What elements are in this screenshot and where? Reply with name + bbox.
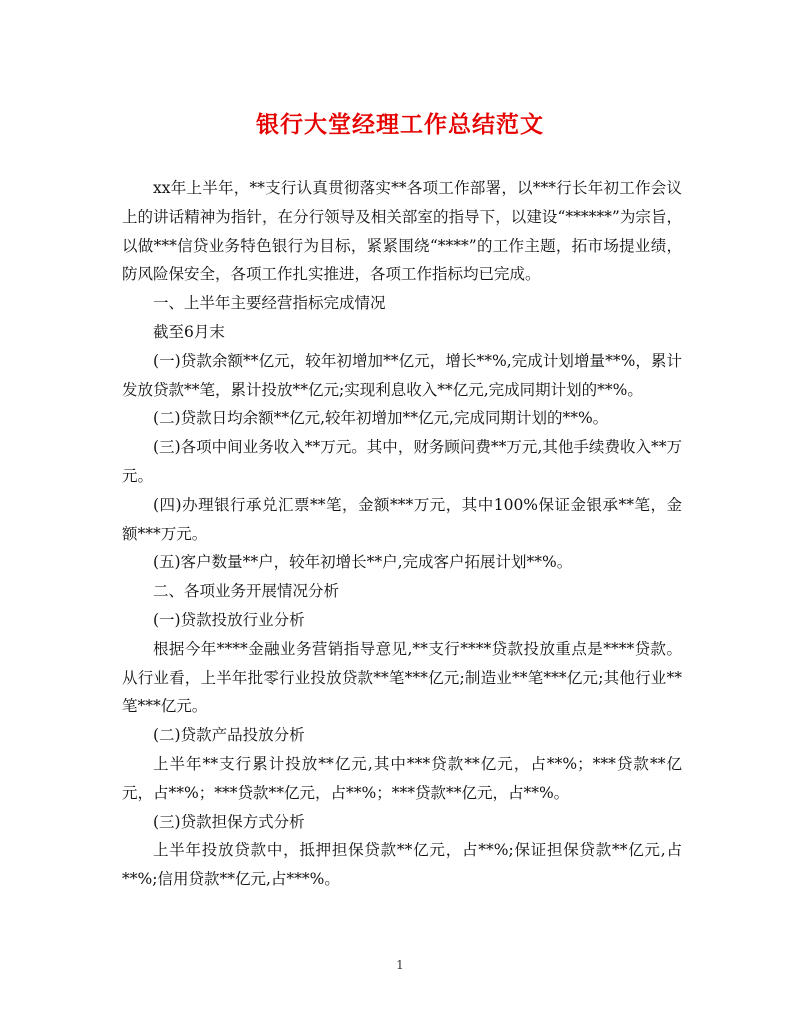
paragraph-industry: 根据今年****金融业务营销指导意见,**支行****贷款投放重点是****贷款。从行业看，上半年批零行业投放贷款**笔***亿元;制造业**笔***亿元;其他行业**笔***亿元。 bbox=[122, 639, 682, 716]
subheading-guarantee: (三)贷款担保方式分析 bbox=[153, 812, 305, 831]
subheading-product: (二)贷款产品投放分析 bbox=[153, 726, 305, 745]
paragraph-item-3: (三)各项中间业务收入**万元。其中，财务顾问费**万元,其他手续费收入**万元。 bbox=[122, 438, 682, 485]
paragraph-date: 截至6月末 bbox=[153, 322, 225, 341]
section-heading-1: 一、上半年主要经营指标完成情况 bbox=[153, 294, 386, 313]
section-heading-2: 二、各项业务开展情况分析 bbox=[153, 582, 340, 601]
document-body bbox=[122, 174, 682, 894]
paragraph-product: 上半年**支行累计投放**亿元,其中***贷款**亿元，占**%；***贷款**亿元，占**%；***贷款**亿元，占**%；***贷款**亿元，占**%。 bbox=[122, 754, 682, 802]
paragraph-item-2: (二)贷款日均余额**亿元,较年初增加**亿元,完成同期计划的**%。 bbox=[153, 409, 609, 428]
paragraph-item-5: (五)客户数量**户，较年初增长**户,完成客户拓展计划**%。 bbox=[153, 553, 573, 572]
paragraph-guarantee: 上半年投放贷款中，抵押担保贷款**亿元，占**%;保证担保贷款**亿元,占**%;信用贷款**亿元,占***%。 bbox=[122, 841, 682, 889]
subheading-industry: (一)贷款投放行业分析 bbox=[153, 610, 305, 629]
page-number: 1 bbox=[396, 958, 404, 972]
paragraph-item-1: (一)贷款余额**亿元，较年初增加**亿元，增长**%,完成计划增量**%，累计发放贷款**笔，累计投放**亿元;实现利息收入**亿元,完成同期计划的**%。 bbox=[122, 351, 682, 399]
paragraph-item-4: (四)办理银行承兑汇票**笔，金额***万元，其中100%保证金银承**笔，金额***万元。 bbox=[122, 495, 682, 543]
paragraph-intro: xx年上半年，**支行认真贯彻落实**各项工作部署，以***行长年初工作会议上的讲话精神为指针，在分行领导及相关部室的指导下，以建设“******”为宗旨，以做***信贷业务特色银行为目标，紧紧围绕“****”的工作主题，拓市场提业绩，防风险保安全，各项工作扎实推进，各项工作指标均已完成。 bbox=[122, 179, 682, 284]
document-title: 银行大堂经理工作总结范文 bbox=[256, 111, 544, 138]
